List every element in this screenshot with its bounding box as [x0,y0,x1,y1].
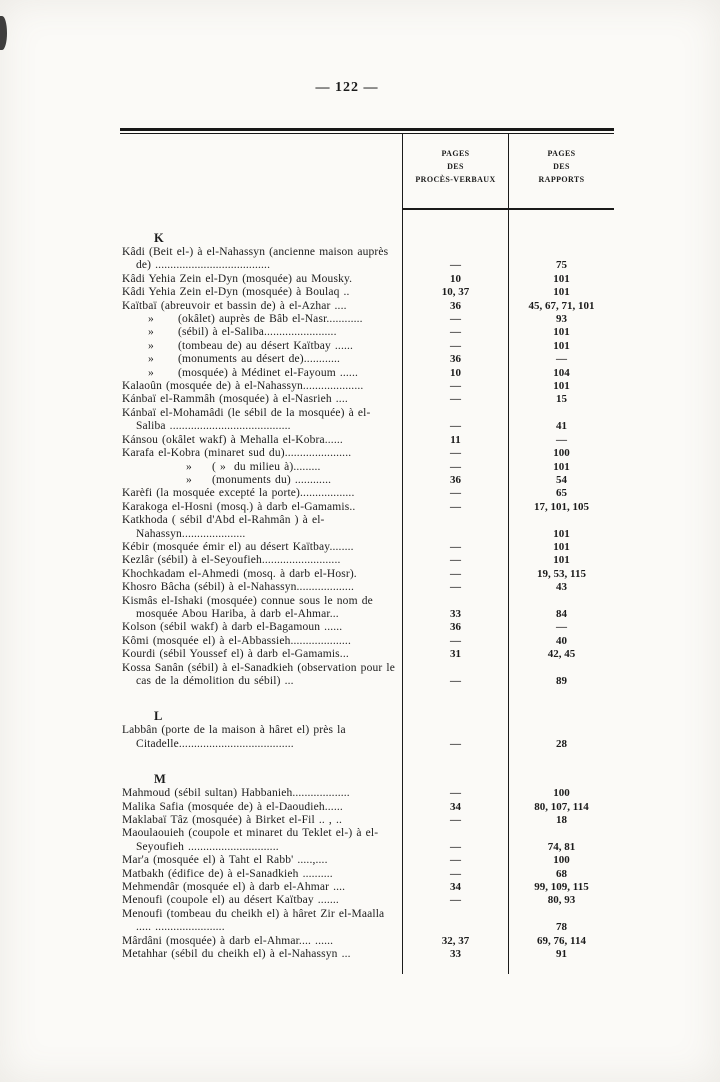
entry-pages-proces-verbaux: — [402,326,508,339]
entry-pages-rapports: 101 [508,340,614,353]
index-entry-row [120,447,614,460]
pv-tail [402,962,508,974]
entry-label: » (monuments du) ............ [186,473,332,486]
index-entry-row [120,541,614,554]
entry-pages-proces-verbaux: 11 [402,434,508,447]
entry-pages-proces-verbaux: 10 [402,367,508,380]
entry-label: » ( » du milieu à)......... [186,460,321,473]
entry-label: Kánbaï el-Mohamâdi (le sébil de la mosquée) à el-Saliba ........................................ [122,406,371,433]
header-line: RAPPORTS [538,175,585,184]
entry-pages-rapports: 101 [508,380,614,393]
entry-pages-proces-verbaux [402,514,508,541]
entry-pages-rapports: 19, 53, 115 [508,568,614,581]
entry-pages-proces-verbaux: — [402,827,508,854]
entry-label: Kismâs el-Ishaki (mosquée) connue sous le nom de mosquée Abou Hariba, à darb el-Ahmar... [122,594,373,620]
index-entry-row [120,326,614,339]
index-entry-row [120,273,614,286]
section-letter: M [154,771,166,786]
entry-pages-rapports: 43 [508,581,614,594]
table-tail [120,962,614,974]
entry-pages-proces-verbaux: — [402,246,508,273]
entry-pages-rapports: 99, 109, 115 [508,881,614,894]
entry-pages-rapports: 54 [508,474,614,487]
entry-label: Kezlâr (sébil) à el-Seyoufieh.......................... [122,554,341,567]
header-spacer [120,134,402,210]
index-entry-row [120,313,614,326]
index-entry-row [120,935,614,948]
entry-label: Menoufi (coupole el) au désert Kaïtbay ....... [122,894,339,907]
entry-label: » (monuments au désert de)............ [148,353,341,366]
pv-spacer [402,210,508,246]
entry-pages-rapports: 65 [508,487,614,500]
entry-pages-rapports: 45, 67, 71, 101 [508,300,614,313]
entry-pages-proces-verbaux: 36 [402,621,508,634]
index-entry-row [120,353,614,366]
entry-pages-rapports: 15 [508,393,614,406]
entry-pages-proces-verbaux: — [402,393,508,406]
entry-pages-rapports: 40 [508,635,614,648]
entry-pages-proces-verbaux: 34 [402,881,508,894]
entry-pages-rapports: 93 [508,313,614,326]
entry-pages-proces-verbaux: 10, 37 [402,286,508,299]
index-entry-row [120,868,614,881]
entry-label: Katkhoda ( sébil d'Abd el-Rahmân ) à el-Nahassyn..................... [122,514,325,540]
entry-label: Karèfi (la mosquée excepté la porte).................. [122,487,355,500]
page-number: — 122 — [315,80,379,95]
entry-pages-rapports: 80, 107, 114 [508,801,614,814]
index-entry-row [120,908,614,935]
entry-label: » (mosquée) à Médinet el-Fayoum ...... [148,366,358,379]
index-entry-row [120,581,614,594]
entry-pages-rapports: — [508,621,614,634]
entry-pages-proces-verbaux: 36 [402,474,508,487]
section-letter-row-k [120,210,614,246]
entry-label: Malika Safia (mosquée de) à el-Daoudieh...... [122,800,343,813]
entry-label: Kánbaï el-Rammâh (mosquée) à el-Nasrieh .... [122,393,348,406]
index-entry-row [120,407,614,434]
entry-label: Maoulaouieh (coupole et minaret du Teklet el-) à el-Seyoufieh .............................. [122,827,379,853]
r-spacer [508,751,614,787]
entry-pages-proces-verbaux: — [402,894,508,907]
pv-spacer [402,751,508,787]
entry-pages-proces-verbaux: — [402,340,508,353]
entry-label: Kébir (mosquée émir el) au désert Kaïtbay........ [122,540,354,553]
entry-pages-rapports: 18 [508,814,614,827]
entry-label: Khochkadam el-Ahmedi (mosq. à darb el-Hosr). [122,567,357,580]
entry-pages-rapports: 17, 101, 105 [508,501,614,514]
entry-pages-rapports: 101 [508,273,614,286]
header-line: PAGES [441,149,470,158]
entry-pages-proces-verbaux: 33 [402,948,508,961]
index-entry-row [120,380,614,393]
r-spacer [508,210,614,246]
entry-pages-rapports: — [508,434,614,447]
entry-label: Menoufi (tombeau du cheikh el) à hâret Zir el-Maalla ..... ....................... [122,907,385,934]
entry-pages-proces-verbaux: — [402,568,508,581]
entry-pages-rapports: 78 [508,908,614,935]
entry-label: Maklabaï Tâz (mosquée) à Birket el-Fil .. , .. [122,814,343,827]
tail-spacer [120,962,402,974]
entry-pages-rapports: 75 [508,246,614,273]
index-entry-row [120,340,614,353]
entry-pages-rapports: 101 [508,514,614,541]
entry-pages-rapports: 80, 93 [508,894,614,907]
entry-label: Metahhar (sébil du cheikh el) à el-Nahassyn ... [122,948,351,961]
entry-pages-rapports: 89 [508,662,614,689]
index-entry-row [120,554,614,567]
index-rows [120,210,614,974]
header-line: PROCÈS-VERBAUX [415,175,496,184]
entry-pages-proces-verbaux: 32, 37 [402,935,508,948]
entry-pages-rapports: 101 [508,286,614,299]
entry-label: Mar'a (mosquée el) à Taht el Rabb' .....,.... [122,854,328,867]
index-entry-row [120,393,614,406]
entry-pages-proces-verbaux: — [402,724,508,751]
index-entry-row [120,474,614,487]
index-entry-row [120,881,614,894]
entry-label: Kossa Sanân (sébil) à el-Sanadkieh (observation pour le cas de la démolition du sébil) ... [122,661,395,687]
entry-pages-proces-verbaux: 10 [402,273,508,286]
entry-label: Kaïtbaï (abreuvoir et bassin de) à el-Azhar .... [122,299,347,312]
entry-pages-rapports: 74, 81 [508,827,614,854]
index-entry-row [120,367,614,380]
index-entry-row [120,854,614,867]
entry-pages-proces-verbaux: — [402,554,508,567]
entry-pages-rapports: 100 [508,854,614,867]
entry-pages-rapports: — [508,353,614,366]
entry-pages-proces-verbaux: — [402,854,508,867]
index-entry-row [120,827,614,854]
entry-label: Kourdi (sébil Youssef el) à darb el-Gamamis... [122,648,349,661]
entry-pages-proces-verbaux: — [402,662,508,689]
entry-label: Kolson (sébil wakf) à darb el-Bagamoun ...... [122,621,343,634]
entry-label: Kánsou (okâlet wakf) à Mehalla el-Kobra...... [122,433,343,446]
entry-pages-proces-verbaux [402,908,508,935]
entry-pages-proces-verbaux: 36 [402,300,508,313]
index-entry-row [120,286,614,299]
entry-label: Mahmoud (sébil sultan) Habbanieh................... [122,787,350,800]
entry-pages-proces-verbaux: 36 [402,353,508,366]
entry-label: Matbakh (édifice de) à el-Sanadkieh .......... [122,867,333,880]
entry-pages-rapports: 84 [508,595,614,622]
index-entry-row [120,501,614,514]
entry-pages-rapports: 28 [508,724,614,751]
entry-pages-proces-verbaux: — [402,868,508,881]
index-entry-row [120,568,614,581]
entry-pages-proces-verbaux: 31 [402,648,508,661]
entry-pages-proces-verbaux: — [402,461,508,474]
entry-pages-proces-verbaux: — [402,487,508,500]
index-entry-row [120,894,614,907]
table-header [120,134,614,210]
index-entry-row [120,662,614,689]
entry-label: » (tombeau de) au désert Kaïtbay ...... [148,339,354,352]
entry-pages-proces-verbaux: 33 [402,595,508,622]
header-line: DES [553,162,570,171]
entry-label: » (sébil) à el-Saliba........................ [148,326,337,339]
entry-pages-rapports: 91 [508,948,614,961]
index-entry-row [120,300,614,313]
entry-pages-rapports: 101 [508,541,614,554]
index-entry-row [120,648,614,661]
entry-pages-proces-verbaux: — [402,407,508,434]
index-entry-row [120,787,614,800]
entry-label: Kalaoûn (mosquée de) à el-Nahassyn.................... [122,380,364,393]
index-entry-row [120,595,614,622]
scan-artifact [0,16,7,50]
header-line: PAGES [547,149,576,158]
column-header-rapports [508,134,614,210]
section-letter-row-m [120,751,614,787]
index-entry-row [120,514,614,541]
entry-pages-proces-verbaux: — [402,313,508,326]
entry-pages-proces-verbaux: — [402,541,508,554]
entry-label: Kâdi (Beit el-) à el-Nahassyn (ancienne maison auprès de) ...................................... [122,246,389,272]
entry-pages-proces-verbaux: — [402,501,508,514]
entry-pages-rapports: 41 [508,407,614,434]
entry-pages-proces-verbaux: — [402,635,508,648]
entry-label: » (okâlet) auprès de Bâb el-Nasr............ [148,313,363,326]
entry-pages-proces-verbaux: — [402,581,508,594]
index-entry-row [120,635,614,648]
section-letter: K [154,230,164,245]
column-header-proces-verbaux [402,134,508,210]
entry-pages-rapports: 104 [508,367,614,380]
index-entry-row [120,487,614,500]
entry-label: Khosro Bâcha (sébil) à el-Nahassyn................... [122,581,354,594]
entry-pages-proces-verbaux: 34 [402,801,508,814]
entry-label: Mehmendâr (mosquée el) à darb el-Ahmar .... [122,881,346,894]
index-entry-row [120,801,614,814]
entry-pages-rapports: 100 [508,447,614,460]
entry-label: Labbân (porte de la maison à hâret el) près la Citadelle...................................... [122,724,346,750]
entry-label: Kâdi Yehia Zein el-Dyn (mosquée) au Mousky. [122,272,353,285]
index-entry-row [120,246,614,273]
header-line: DES [447,162,464,171]
index-entry-row [120,434,614,447]
entry-pages-rapports: 68 [508,868,614,881]
entry-pages-proces-verbaux: — [402,787,508,800]
entry-label: Karakoga el-Hosni (mosq.) à darb el-Gamamis.. [122,500,356,513]
section-letter: L [154,709,163,723]
entry-pages-proces-verbaux: — [402,380,508,393]
r-spacer [508,688,614,724]
index-entry-row [120,814,614,827]
index-entry-row [120,948,614,961]
entry-label: Kômi (mosquée el) à el-Abbassieh.................... [122,634,351,647]
index-entry-row [120,724,614,751]
entry-pages-rapports: 101 [508,554,614,567]
index-entry-row [120,621,614,634]
entry-pages-rapports: 101 [508,326,614,339]
entry-pages-rapports: 101 [508,461,614,474]
entry-pages-proces-verbaux: — [402,447,508,460]
index-table [120,128,614,974]
entry-label: Mârdâni (mosquée) à darb el-Ahmar.... ...... [122,934,334,947]
pv-spacer [402,688,508,724]
entry-pages-proces-verbaux: — [402,814,508,827]
index-entry-row [120,461,614,474]
entry-pages-rapports: 42, 45 [508,648,614,661]
entry-pages-rapports: 69, 76, 114 [508,935,614,948]
r-tail [508,962,614,974]
entry-pages-rapports: 100 [508,787,614,800]
section-letter-row-l [120,688,614,724]
entry-label: Kâdi Yehia Zein el-Dyn (mosquée) à Boulaq .. [122,286,350,299]
entry-label: Karafa el-Kobra (minaret sud du)...................... [122,447,352,460]
